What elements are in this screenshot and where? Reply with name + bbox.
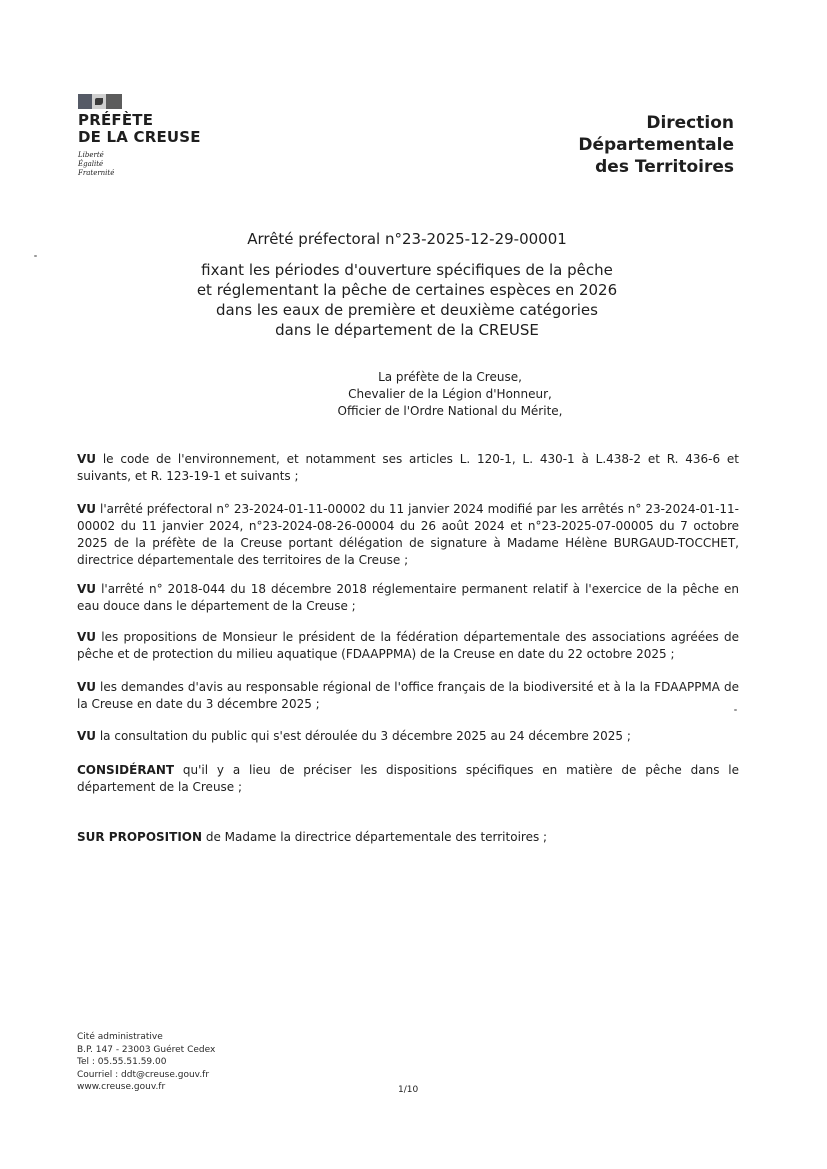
motto-egalite: Égalité bbox=[78, 160, 104, 168]
clause-text: de Madame la directrice départementale des territoires ; bbox=[202, 830, 548, 844]
authority-line3: Officier de l'Ordre National du Mérite, bbox=[337, 404, 563, 418]
arrete-subject bbox=[100, 260, 714, 340]
clause-vu-demandes-avis bbox=[77, 679, 739, 713]
subject-line1: fixant les périodes d'ouverture spécifiques de la pêche bbox=[201, 261, 613, 279]
motto-liberte: Liberté bbox=[78, 151, 104, 159]
authority-line1: La préfète de la Creuse, bbox=[378, 370, 522, 384]
prefecture-name-line2: DE LA CREUSE bbox=[78, 128, 201, 146]
footer-website-line: www.creuse.gouv.fr bbox=[77, 1082, 166, 1092]
direction-line3: des Territoires bbox=[595, 157, 734, 177]
clause-vu-code-environnement bbox=[77, 451, 739, 485]
clause-vu-propositions-fdaappma bbox=[77, 629, 739, 663]
prefecture-logo-block bbox=[78, 94, 218, 178]
clause-keyword: VU bbox=[77, 630, 97, 644]
clause-text: l'arrêté préfectoral n° 23-2024-01-11-00002 du 11 janvier 2024 modifié par les arrêtés n° 23-2024-01-11-00002 du 11 janvier 2024, n°23-2024-08-26-00004 du 26 août 2024 et n°23-2025-07-00005 du 7 octobre 2025 de la préfète de la Creuse portant délégation de signature à Madame Hélène BURGAUD-TOCCHET, directrice départementale des territoires de la Creuse ; bbox=[77, 502, 739, 567]
footer-contact bbox=[77, 1031, 215, 1094]
clause-keyword: VU bbox=[77, 680, 97, 694]
issuing-direction bbox=[578, 112, 734, 178]
clause-keyword: VU bbox=[77, 582, 97, 596]
arrete-number: Arrêté préfectoral n°23-2025-12-29-00001 bbox=[247, 230, 567, 248]
subject-line2: et réglementant la pêche de certaines espèces en 2026 bbox=[196, 281, 618, 299]
motto-fraternite: Fraternité bbox=[78, 169, 115, 177]
prefecture-name-line1: PRÉFÈTE bbox=[78, 111, 154, 129]
clause-sur-proposition bbox=[77, 829, 739, 846]
scan-speck bbox=[34, 255, 37, 257]
clause-text: les propositions de Monsieur le président de la fédération départementale des associations agréées de pêche et de protection du milieu aquatique (FDAAPPMA) de la Creuse en date du 22 octobre 2025 ; bbox=[77, 630, 739, 661]
subject-line3: dans les eaux de première et deuxième catégories bbox=[216, 301, 598, 319]
clause-keyword: VU bbox=[77, 452, 97, 466]
clause-keyword: CONSIDÉRANT bbox=[77, 763, 175, 777]
clause-text: les demandes d'avis au responsable régional de l'office français de la biodiversité et à la la FDAAPPMA de la Creuse en date du 3 décembre 2025 ; bbox=[77, 680, 739, 711]
page-number: 1/10 bbox=[398, 1085, 419, 1095]
clause-considerant bbox=[77, 762, 739, 796]
clause-text: la consultation du public qui s'est déroulée du 3 décembre 2025 au 24 décembre 2025 ; bbox=[96, 729, 631, 743]
clause-keyword: VU bbox=[77, 729, 97, 743]
clause-text: qu'il y a lieu de préciser les dispositions spécifiques en matière de pêche dans le département de la Creuse ; bbox=[77, 763, 739, 794]
authority-line2: Chevalier de la Légion d'Honneur, bbox=[348, 387, 552, 401]
subject-line4: dans le département de la CREUSE bbox=[275, 321, 539, 339]
direction-line2: Départementale bbox=[578, 135, 734, 155]
marianne-logo-icon bbox=[78, 94, 122, 109]
clause-keyword: VU bbox=[77, 502, 97, 516]
clause-text: le code de l'environnement, et notamment ses articles L. 120-1, L. 430-1 à L.438-2 et R. 436-6 et suivants, et R. 123-19-1 et suivants ; bbox=[77, 452, 739, 483]
signing-authority bbox=[200, 369, 700, 420]
clause-vu-arrete-2018 bbox=[77, 581, 739, 615]
republic-motto bbox=[78, 151, 218, 178]
footer-address-line: Cité administrative bbox=[77, 1032, 163, 1042]
clause-text: l'arrêté n° 2018-044 du 18 décembre 2018 réglementaire permanent relatif à l'exercice de la pêche en eau douce dans le département de la Creuse ; bbox=[77, 582, 739, 613]
footer-phone-line: Tel : 05.55.51.59.00 bbox=[77, 1057, 167, 1067]
scan-speck bbox=[734, 709, 737, 711]
clause-keyword: SUR PROPOSITION bbox=[77, 830, 203, 844]
footer-email-line: Courriel : ddt@creuse.gouv.fr bbox=[77, 1069, 210, 1080]
clause-vu-consultation-public bbox=[77, 728, 739, 745]
footer-postal-line: B.P. 147 - 23003 Guéret Cedex bbox=[77, 1044, 216, 1055]
direction-line1: Direction bbox=[646, 113, 734, 133]
clause-vu-delegation-signature bbox=[77, 501, 739, 569]
